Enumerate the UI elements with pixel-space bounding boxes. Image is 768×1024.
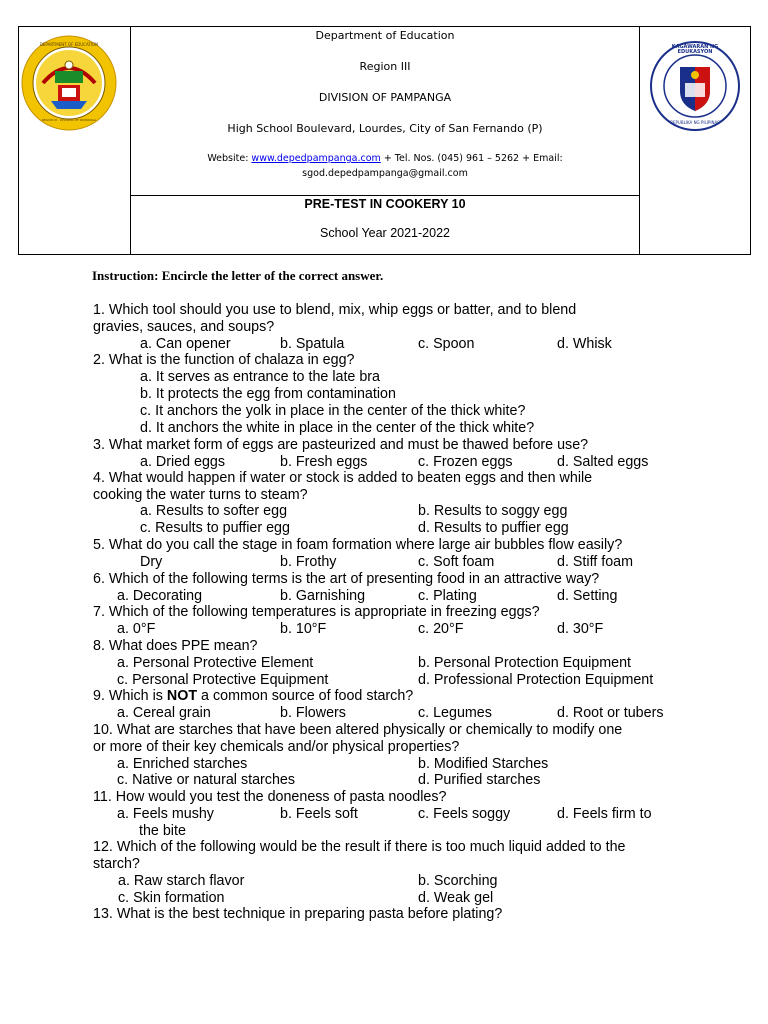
divider: [130, 195, 640, 196]
test-title: PRE-TEST IN COOKERY 10: [304, 197, 466, 211]
question-stem: 8. What does PPE mean?: [93, 638, 258, 654]
choice-c[interactable]: c. Native or natural starches: [117, 772, 295, 788]
choice-b[interactable]: b. Fresh eggs: [280, 454, 368, 470]
address: High School Boulevard, Lourdes, City of San Fernando (P): [227, 122, 543, 135]
choice-b[interactable]: b. Garnishing: [280, 588, 366, 604]
left-logo-lower-text: REGION III · DIVISION OF PAMPANGA: [41, 118, 97, 122]
choice-d[interactable]: d. Results to puffier egg: [418, 520, 569, 536]
question-stem: 12. Which of the following would be the result if there is too much liquid added to the: [93, 839, 626, 855]
email: sgod.depedpampanga@gmail.com: [302, 168, 468, 179]
question-stem: [93, 688, 413, 705]
choice-a[interactable]: a. Decorating: [117, 588, 203, 604]
choice-a[interactable]: a. Personal Protective Element: [117, 655, 314, 671]
choice-b[interactable]: b. Feels soft: [280, 806, 358, 822]
question-stem: 6. Which of the following terms is the art of presenting food in an attractive way?: [93, 571, 600, 587]
question-stem: 2. What is the function of chalaza in egg?: [93, 352, 355, 368]
question-stem: 4. What would happen if water or stock is added to beaten eggs and then while: [93, 470, 593, 486]
choice-d[interactable]: d. It anchors the white in place in the center of the thick white?: [140, 420, 535, 436]
choice-d[interactable]: d. Root or tubers: [557, 705, 664, 721]
question-stem: 10. What are starches that have been altered physically or chemically to modify one: [93, 722, 623, 738]
question-stem: gravies, sauces, and soups?: [93, 319, 275, 335]
choice-a[interactable]: a. It serves as entrance to the late bra: [140, 369, 381, 385]
choice-d[interactable]: d. Purified starches: [418, 772, 541, 788]
choice-d[interactable]: d. Weak gel: [418, 890, 494, 906]
question-stem: 11. How would you test the doneness of pasta noodles?: [93, 789, 447, 805]
choice-d[interactable]: d. Whisk: [557, 336, 612, 352]
choice-b[interactable]: b. Results to soggy egg: [418, 503, 568, 519]
website-link[interactable]: www.depedpampanga.com: [251, 153, 381, 164]
choice-b[interactable]: b. Flowers: [280, 705, 346, 721]
choice-c[interactable]: c. Soft foam: [418, 554, 495, 570]
choice-a[interactable]: a. Enriched starches: [117, 756, 248, 772]
choice-a[interactable]: a. Results to softer egg: [140, 503, 288, 519]
choice-c[interactable]: c. Results to puffier egg: [140, 520, 290, 536]
choice-a[interactable]: a. Can opener: [140, 336, 231, 352]
stem-emphasis: NOT: [166, 688, 198, 704]
question-stem: 13. What is the best technique in preparing pasta before plating?: [93, 906, 503, 922]
choice-d[interactable]: d. Feels firm to: [557, 806, 652, 822]
left-logo-ring-text: DEPARTMENT OF EDUCATION: [39, 42, 99, 47]
choice-a[interactable]: a. Feels mushy: [117, 806, 214, 822]
choice-b[interactable]: b. Scorching: [418, 873, 498, 889]
choice-c[interactable]: c. Spoon: [418, 336, 475, 352]
right-logo-ring-text: KAGAWARAN NG EDUKASYON: [671, 44, 719, 55]
contact-line: [131, 152, 639, 166]
choice-c[interactable]: c. Skin formation: [118, 890, 225, 906]
choice-c[interactable]: c. Frozen eggs: [418, 454, 513, 470]
letterhead: [18, 26, 751, 255]
choice-a[interactable]: a. Cereal grain: [117, 705, 211, 721]
choice-a[interactable]: a. Raw starch flavor: [118, 873, 245, 889]
right-logo-lower-text: REPUBLIKA NG PILIPINAS: [670, 120, 720, 125]
choice-c[interactable]: c. Legumes: [418, 705, 492, 721]
choice-b[interactable]: b. Frothy: [280, 554, 337, 570]
instruction: Instruction: Encircle the letter of the correct answer.: [92, 268, 384, 283]
choice-a[interactable]: Dry: [140, 554, 163, 570]
choice-c[interactable]: c. Plating: [418, 588, 477, 604]
divider: [639, 27, 640, 254]
question-stem: 7. Which of the following temperatures is appropriate in freezing eggs?: [93, 604, 540, 620]
choice-d[interactable]: d. Setting: [557, 588, 618, 604]
question-stem: or more of their key chemicals and/or physical properties?: [93, 739, 460, 755]
choice-c[interactable]: c. 20°F: [418, 621, 464, 637]
choice-c[interactable]: c. Personal Protective Equipment: [117, 672, 329, 688]
division-name: DIVISION OF PAMPANGA: [318, 91, 452, 104]
choice-b[interactable]: b. It protects the egg from contamination: [140, 386, 396, 402]
question-stem: 3. What market form of eggs are pasteurized and must be thawed before use?: [93, 437, 589, 453]
school-year: School Year 2021-2022: [320, 226, 450, 240]
choice-d[interactable]: d. 30°F: [557, 621, 604, 637]
contact-info: + Tel. Nos. (045) 961 – 5262 + Email:: [380, 153, 563, 164]
choice-a[interactable]: a. 0°F: [117, 621, 156, 637]
choice-c[interactable]: c. It anchors the yolk in place in the center of the thick white?: [140, 403, 526, 419]
choice-c[interactable]: c. Feels soggy: [418, 806, 511, 822]
question-stem: 5. What do you call the stage in foam formation where large air bubbles flow easily?: [93, 537, 623, 553]
kagawaran-seal-icon: [650, 41, 740, 131]
choice-b[interactable]: b. Spatula: [280, 336, 345, 352]
choice-b[interactable]: b. Personal Protection Equipment: [418, 655, 631, 671]
choice-d-continued: the bite: [139, 823, 186, 839]
choice-b[interactable]: b. Modified Starches: [418, 756, 549, 772]
question-stem: cooking the water turns to steam?: [93, 487, 308, 503]
question-stem: 1. Which tool should you use to blend, mix, whip eggs or batter, and to blend: [93, 302, 577, 318]
question-stem: starch?: [93, 856, 140, 872]
deped-seal-icon: [21, 35, 117, 131]
choice-b[interactable]: b. 10°F: [280, 621, 327, 637]
choice-d[interactable]: d. Salted eggs: [557, 454, 649, 470]
choice-a[interactable]: a. Dried eggs: [140, 454, 226, 470]
stem-text: a common source of food starch?: [197, 688, 414, 704]
region-name: Region III: [359, 60, 411, 73]
website-label: Website:: [207, 153, 252, 164]
stem-text: 9. Which is: [93, 688, 167, 704]
department-name: Department of Education: [315, 29, 455, 42]
choice-d[interactable]: d. Stiff foam: [557, 554, 634, 570]
choice-d[interactable]: d. Professional Protection Equipment: [418, 672, 654, 688]
